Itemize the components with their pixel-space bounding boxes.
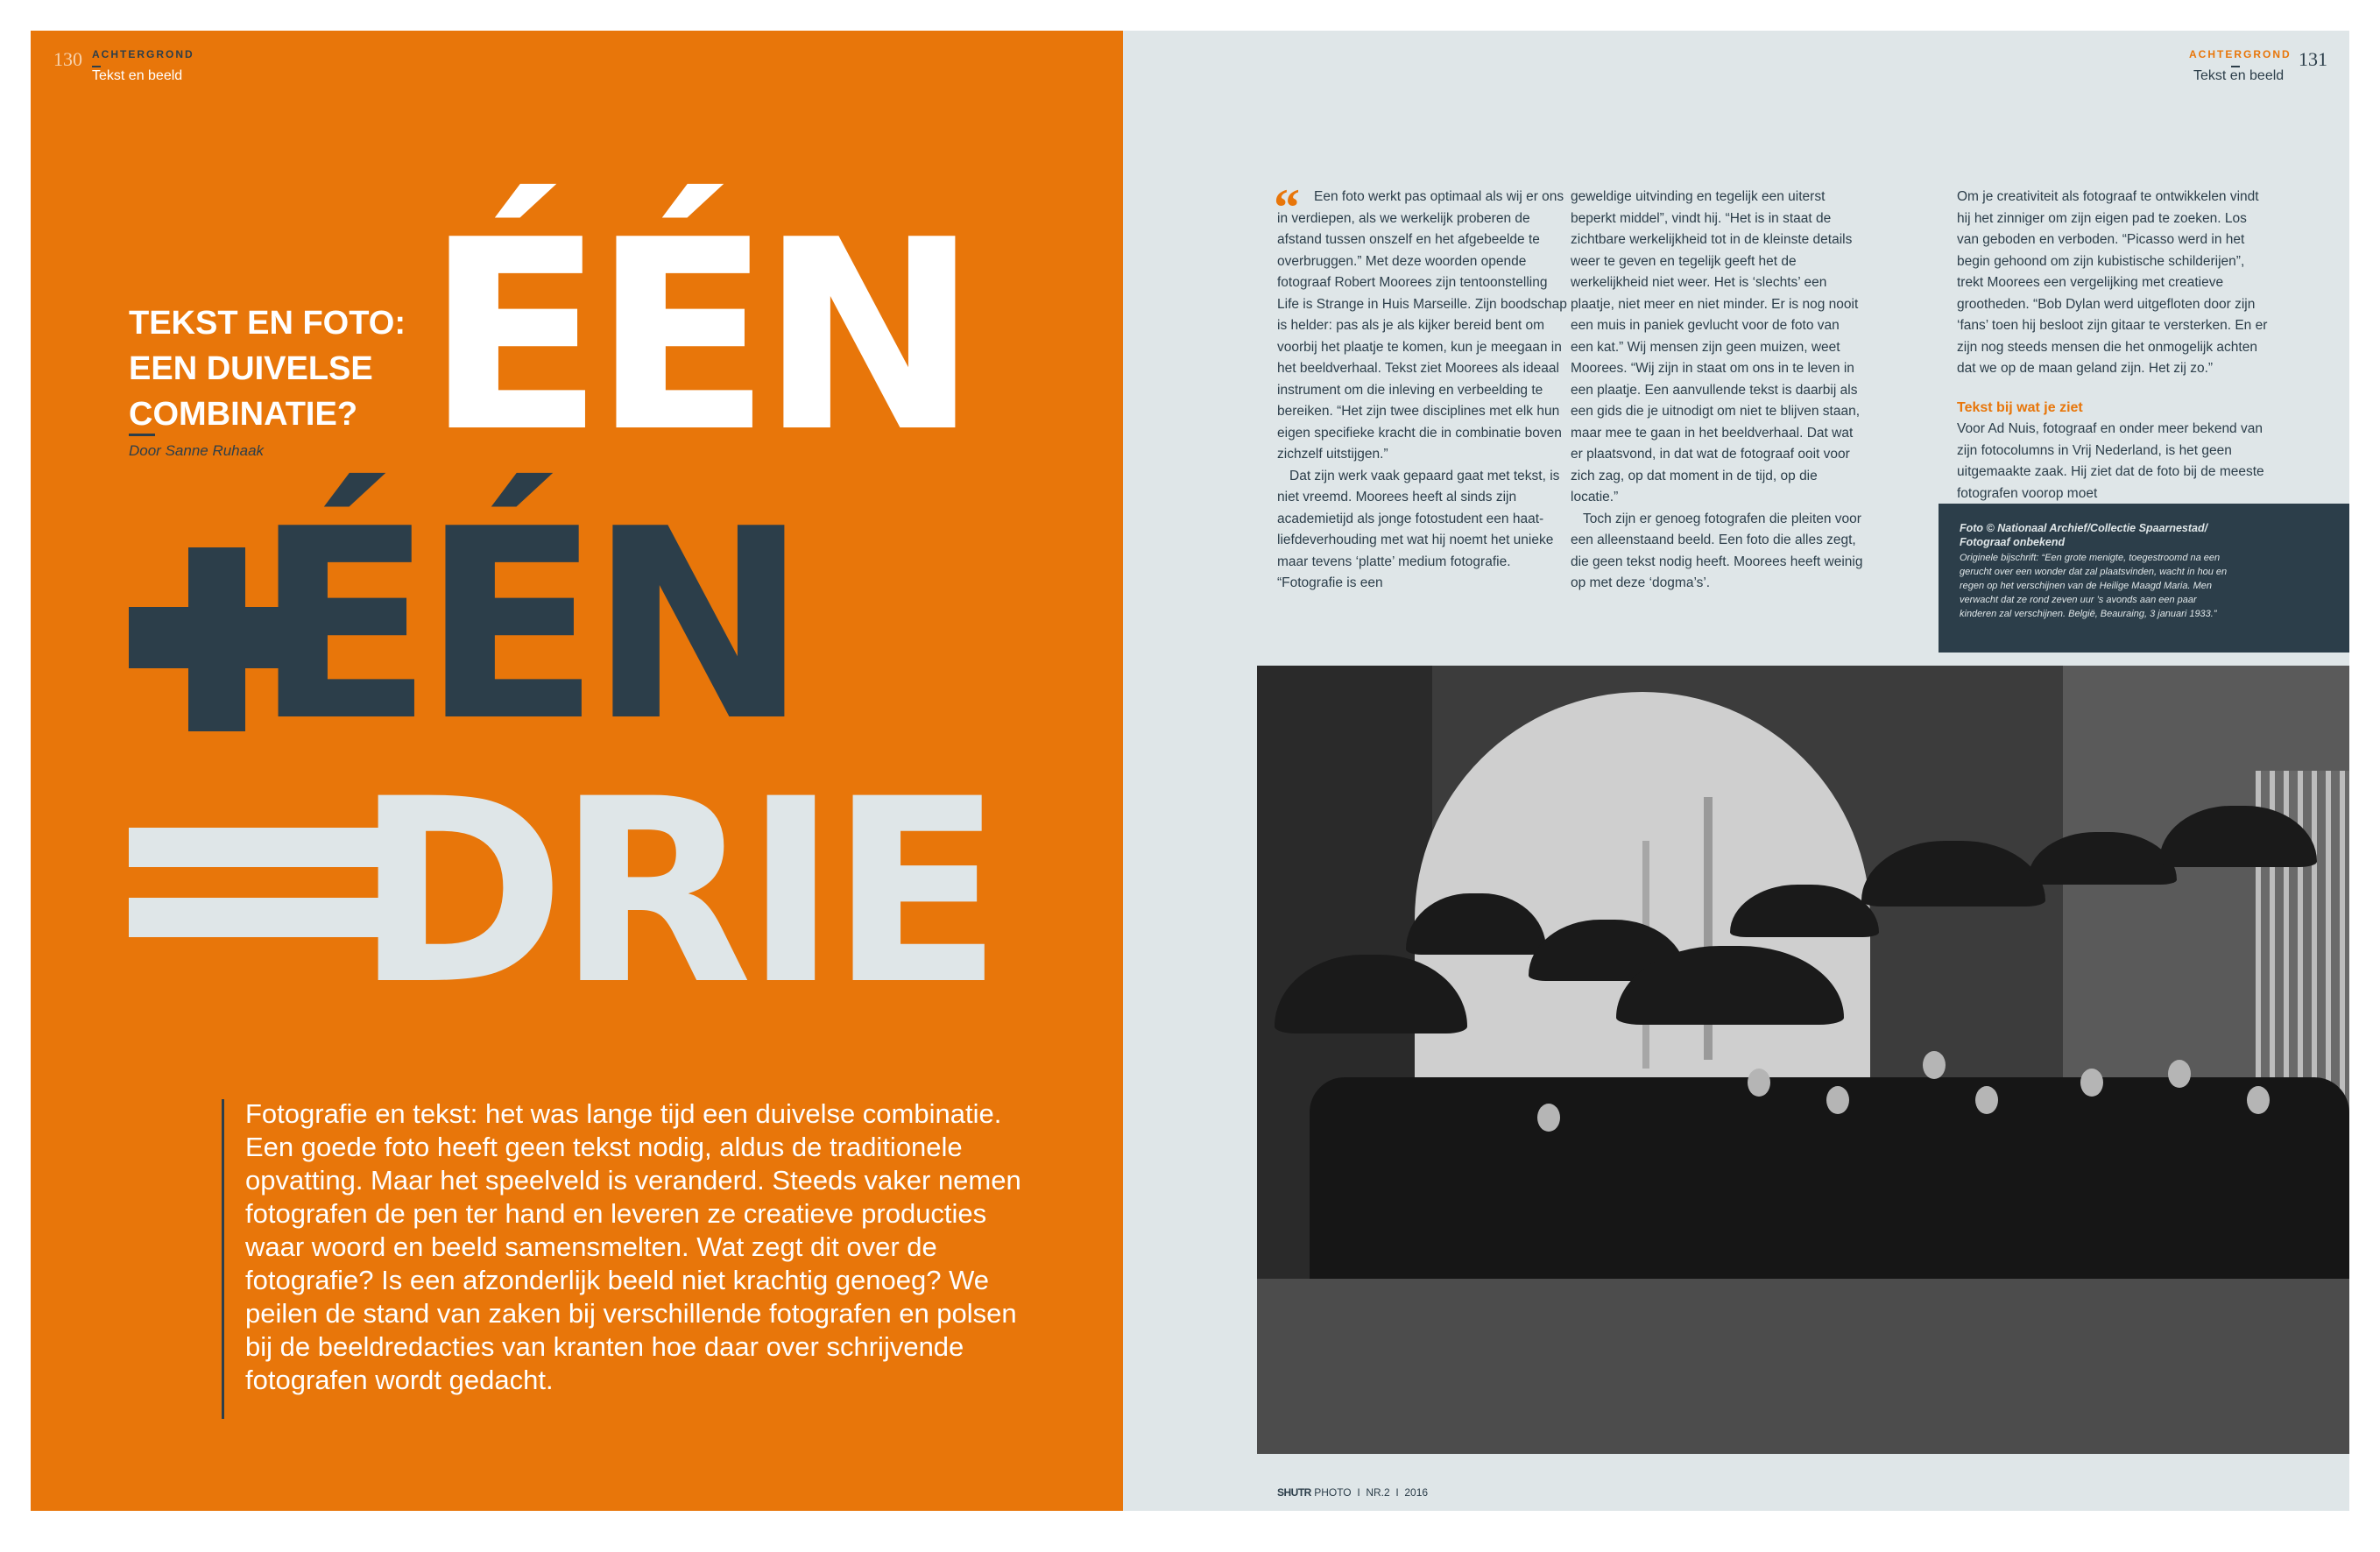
- headline-een-navy: ÉÉN: [254, 473, 796, 779]
- article-column-3: [1957, 187, 2272, 504]
- column-1-paragraph-1: Een foto werkt pas optimaal als wij er ons in verdiepen, als we werkelijk proberen de afstand tussen onszelf en het afgebeelde te overbruggen.” Met deze woorden opende fotograaf Robert Moorees zijn tentoonstelling Life is Strange in Huis Marseille. Zijn boodschap is helder: pas als je als kijker bereid bent om voorbij het plaatje te komen, kun je meegaan in het beeldverhaal. Tekst ziet Moorees als ideaal instrument om die inleving en verbeelding te bereiken. “Het zijn twee disciplines met elk hun eigen specifieke kracht die in combinatie boven zichzelf uitstijgen.”: [1277, 189, 1567, 462]
- section-label-right: ACHTERGROND: [2189, 48, 2292, 60]
- article-column-1: [1274, 179, 1571, 595]
- page-number-right: 131: [2299, 48, 2327, 70]
- intro-rule: [222, 1099, 224, 1419]
- section-label-left: ACHTERGROND: [92, 48, 194, 60]
- photo-cobblestones: [1257, 1279, 2349, 1454]
- caption-text: Originele bijschrift: “Een grote menigte, toegestroomd na een gerucht over een wonder dat zal plaatsvinden, wacht in hou en regen op het verschijnen van de Heilige Maagd Maria. Men verwacht dat ze rond zeven uur ’s avonds aan een paar kinderen zal verschijnen. België, Beauraing, 3 januari 1933.”: [1960, 553, 2228, 619]
- photo-face: [2080, 1069, 2103, 1097]
- historical-photo: [1257, 666, 2349, 1454]
- photo-face: [1923, 1051, 1946, 1079]
- issue-year: 2016: [1404, 1486, 1429, 1499]
- photo-face: [1748, 1069, 1770, 1097]
- right-page: [1123, 31, 2349, 1511]
- magazine-footer: [1277, 1486, 1428, 1499]
- kicker-line-1: TEKST EN FOTO:: [129, 305, 406, 342]
- photo-face: [2168, 1060, 2191, 1088]
- headline-drie: DRIE: [355, 745, 995, 1041]
- kicker-headline: [129, 300, 427, 437]
- kicker-line-2: EEN DUIVELSE: [129, 350, 373, 387]
- magazine-brand: SHUTR: [1277, 1486, 1311, 1499]
- footer-separator: I: [1357, 1486, 1360, 1499]
- issue-number: NR.2: [1366, 1486, 1390, 1499]
- kicker-line-3: COMBINATIE?: [129, 396, 358, 433]
- intro-paragraph: Fotografie en tekst: het was lange tijd een duivelse combinatie. Een goede foto heeft geen tekst nodig, aldus de traditionele opvatting. Maar het speelveld is veranderd. Steeds vaker nemen fotografen de pen ter hand en leveren ze creatieve producties waar woord en beeld samensmelten. Wat zegt dit over de fotografie? Is een afzonderlijk beeld niet krachtig genoeg? We peilen de stand van zaken bij verschillende fotografen en polsen bij de beeldredacties van kranten hoe daar over schrijvende fotografen wordt gedacht.: [245, 1098, 1021, 1395]
- article-column-2: [1571, 187, 1864, 595]
- subsection-label-left: Tekst en beeld: [92, 68, 183, 83]
- photo-face: [1537, 1104, 1560, 1132]
- photo-face: [1975, 1086, 1998, 1114]
- page-number-left: 130: [53, 48, 82, 70]
- footer-separator: I: [1395, 1486, 1399, 1499]
- column-3-paragraph-2: Voor Ad Nuis, fotograaf en onder meer bekend van zijn fotocolumns in Vrij Nederland, is het geen uitgemaakte zaak. Hij ziet dat de foto bij de meeste fotografen voorop moet: [1957, 421, 2264, 501]
- quote-mark-icon: “: [1274, 179, 1300, 236]
- photo-face: [1826, 1086, 1849, 1114]
- kicker-dash: [129, 434, 155, 436]
- photo-face: [2247, 1086, 2270, 1114]
- section-dash-right: [2231, 66, 2240, 67]
- subheading: Tekst bij wat je ziet: [1957, 399, 2083, 415]
- left-page: [31, 31, 1123, 1511]
- photo-credit: Foto © Nationaal Archief/Collectie Spaarnestad/ Fotograaf onbekend: [1960, 522, 2208, 548]
- column-2-paragraph-2: Toch zijn er genoeg fotografen die pleiten voor een alleenstaand beeld. Een foto die alles zegt, die geen tekst nodig heeft. Moorees heeft weinig op met deze ‘dogma’s’.: [1571, 511, 1863, 590]
- byline: Door Sanne Ruhaak: [129, 442, 265, 459]
- magazine-title: PHOTO: [1314, 1486, 1352, 1499]
- subsection-label-right: Tekst en beeld: [2193, 68, 2285, 83]
- photo-caption: [1939, 504, 2349, 653]
- section-dash-left: [92, 66, 101, 67]
- photo-crowd: [1310, 1077, 2349, 1305]
- column-1-paragraph-2: Dat zijn werk vaak gepaard gaat met tekst, is niet vreemd. Moorees heeft al sinds zijn academietijd als jonge fotostudent een haat-liefdeverhouding met wat hij noemt het unieke maar tevens ‘platte’ medium fotografie. “Fotografie is een: [1277, 468, 1560, 590]
- column-3-paragraph-1: Om je creativiteit als fotograaf te ontwikkelen vindt hij het zinniger om zijn eigen pad te zoeken. Los van geboden en verboden. “Picasso werd in het begin gehoond om zijn kubistische schilderijen”, trekt Moorees een vergelijking met creatieve grootheden. “Bob Dylan werd uitgefloten door zijn ‘fans’ toen hij besloot zijn gitaar te versterken. En er zijn nog steeds mensen die het onmogelijk achten dat we op de maan geland zijn. Het zij zo.”: [1957, 189, 2268, 376]
- headline-een-white: ÉÉN: [425, 184, 967, 490]
- column-2-paragraph-1: geweldige uitvinding en tegelijk een uiterst beperkt middel”, vindt hij. “Het is in staat de zichtbare werkelijkheid tot in de kleinste details weer te geven en tegelijk geeft het de werkelijkheid niet weer. Het is ‘slechts’ een plaatje, niet meer en niet minder. Er is nog nooit een muis in paniek gevlucht voor de foto van een kat.” Wij mensen zijn geen muizen, weet Moorees. “Wij zijn in staat om ons in te leven in een plaatje. Een aanvullende tekst is daarbij als een gids die je uitnodigt om niet te blijven staan, maar mee te gaan in het beeldverhaal. Dat wat er plaatsvond, in dat wat de fotograaf ooit voor zich zag, op dat moment in de tijd, op die locatie.”: [1571, 189, 1861, 504]
